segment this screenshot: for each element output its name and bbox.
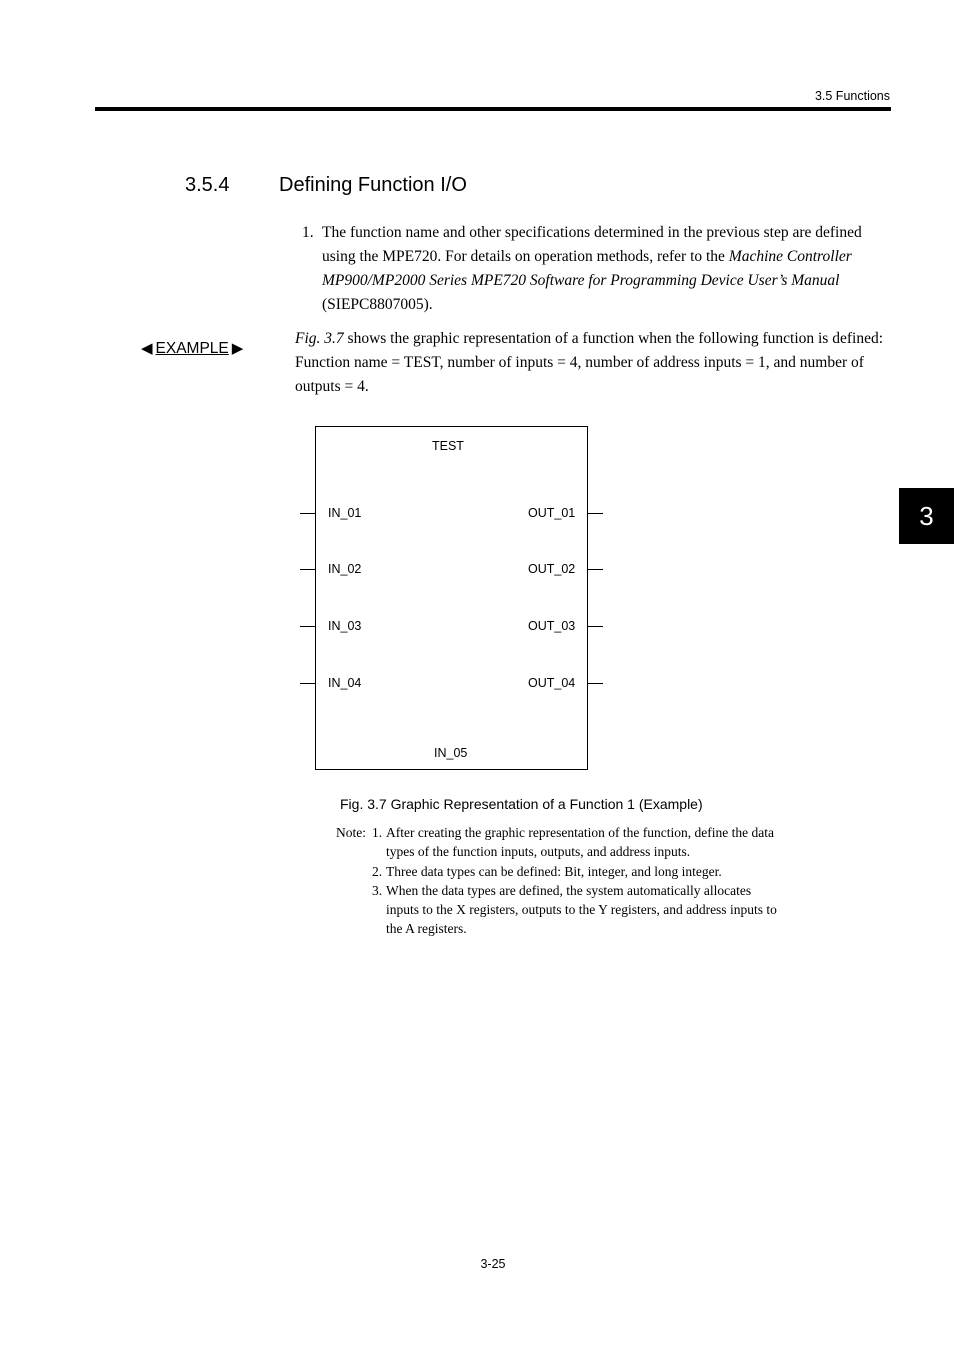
example-text: shows the graphic representation of a function when the following function is defined: Function name = TEST, number of inputs = 4, number of address inputs = 1, and number of outputs = 4. xyxy=(295,330,884,395)
note-text: When the data types are defined, the system automatically allocates inputs to the X registers, outputs to the Y registers, and address inputs to the A registers. xyxy=(386,882,777,937)
input-pin-line xyxy=(300,513,315,514)
section-title: Defining Function I/O xyxy=(279,174,467,196)
note-item xyxy=(336,881,786,939)
output-label: OUT_03 xyxy=(528,619,576,633)
note-number: 1. xyxy=(372,825,383,840)
section-number: 3.5.4 xyxy=(185,174,230,196)
input-label: IN_03 xyxy=(328,619,362,633)
output-pin-line xyxy=(588,569,603,570)
example-label: EXAMPLE xyxy=(155,340,229,357)
step-number: 1. xyxy=(302,224,314,241)
input-pin-line xyxy=(300,626,315,627)
output-label: OUT_04 xyxy=(528,676,576,690)
note-heading: Note: xyxy=(336,825,366,840)
chapter-tab: 3 xyxy=(899,488,954,544)
header-rule xyxy=(95,107,891,111)
manual-title: Machine Controller MP900/MP2000 Series MPE720 Software for Programming Device User’s Manual xyxy=(322,248,852,289)
input-pin-line xyxy=(300,569,315,570)
example-tag xyxy=(141,339,243,358)
note-item xyxy=(336,823,786,862)
triangle-right-icon: ▶ xyxy=(231,340,244,357)
notes xyxy=(336,823,786,939)
input-label: IN_02 xyxy=(328,562,362,576)
output-pin-line xyxy=(588,513,603,514)
figure-caption: Fig. 3.7 Graphic Representation of a Function 1 (Example) xyxy=(340,796,703,812)
note-text: Three data types can be defined: Bit, integer, and long integer. xyxy=(386,863,722,879)
address-input-label: IN_05 xyxy=(434,746,468,760)
output-pin-line xyxy=(588,626,603,627)
note-text: After creating the graphic representation of the function, define the data types of the function inputs, outputs, and address inputs. xyxy=(386,825,774,860)
running-header: 3.5 Functions xyxy=(814,89,890,103)
output-pin-line xyxy=(588,683,603,684)
page-number: 3-25 xyxy=(480,1257,506,1271)
step-text xyxy=(322,221,887,317)
note-item xyxy=(336,862,786,881)
step-1 xyxy=(302,221,887,317)
function-name-label: TEST xyxy=(432,439,464,453)
figure-reference: Fig. 3.7 xyxy=(295,330,344,347)
output-label: OUT_02 xyxy=(528,562,576,576)
note-number: 2. xyxy=(372,863,383,879)
output-label: OUT_01 xyxy=(528,506,576,520)
input-label: IN_01 xyxy=(328,506,362,520)
note-number: 3. xyxy=(372,882,383,898)
input-label: IN_04 xyxy=(328,676,362,690)
step-text-b: (SIEPC8807005). xyxy=(322,296,433,313)
input-pin-line xyxy=(300,683,315,684)
example-paragraph xyxy=(295,327,887,399)
step-text-a: The function name and other specifications determined in the previous step are defined using the MPE720. For details on operation methods, refer to the xyxy=(322,224,862,265)
triangle-left-icon: ◀ xyxy=(141,340,153,357)
function-block xyxy=(315,426,588,770)
